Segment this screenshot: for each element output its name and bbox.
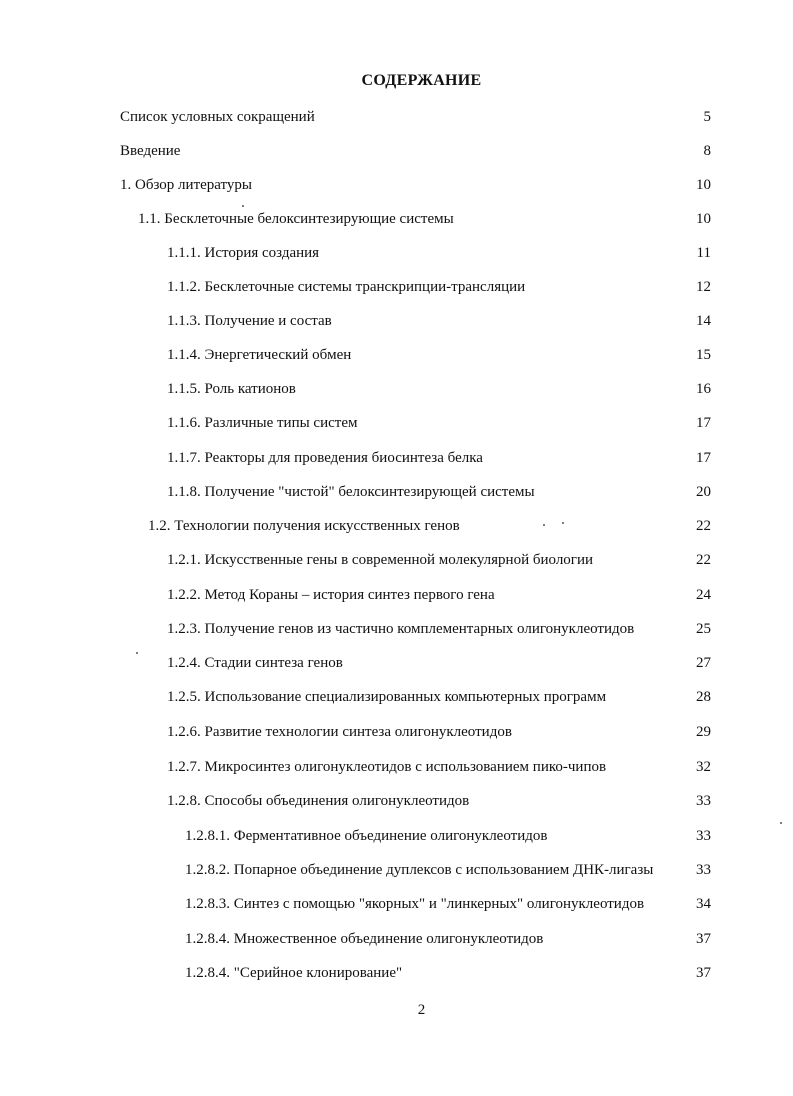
toc-entry <box>0 893 793 915</box>
toc-entry-page: 27 <box>696 655 711 671</box>
toc-entry-page: 22 <box>696 552 711 568</box>
toc-entry-text: Введение <box>120 143 181 159</box>
toc-entry-text: 1.2.3. Получение генов из частично комплементарных олигонуклеотидов <box>167 621 635 637</box>
toc-entry-text: 1. Обзор литературы <box>120 177 252 193</box>
toc-entry-page: 17 <box>696 450 711 466</box>
toc-entry-text: 1.1.4. Энергетический обмен <box>167 347 352 363</box>
toc-entry <box>0 652 793 674</box>
toc-entry-page: 33 <box>696 793 711 809</box>
scan-speck <box>562 522 564 524</box>
toc-entry-text: 1.1. Бесклеточные белоксинтезирующие системы <box>138 211 454 227</box>
toc-entry-text: 1.1.7. Реакторы для проведения биосинтеза белка <box>167 450 483 466</box>
toc-entry-page: 25 <box>696 621 711 637</box>
toc-entry <box>0 549 793 571</box>
toc-entry <box>0 756 793 778</box>
toc-entry-text: 1.2.1. Искусственные гены в современной молекулярной биологии <box>167 552 594 568</box>
toc-entry <box>0 721 793 743</box>
toc-entry-page: 11 <box>696 245 711 261</box>
toc-entry <box>0 686 793 708</box>
toc-entry-page: 20 <box>696 484 711 500</box>
page-number: 2 <box>417 1002 426 1018</box>
toc-entry-page: 10 <box>696 211 711 227</box>
toc-entry <box>0 106 793 128</box>
toc-entry-text: 1.2. Технологии получения искусственных генов <box>148 518 460 534</box>
toc-entry-text: 1.2.5. Использование специализированных компьютерных программ <box>167 689 607 705</box>
toc-entry <box>0 584 793 606</box>
toc-entry-page: 5 <box>703 109 711 125</box>
toc-entry-page: 15 <box>696 347 711 363</box>
toc-entry-text: 1.1.2. Бесклеточные системы транскрипции-трансляции <box>167 279 526 295</box>
toc-entry <box>0 378 793 400</box>
toc-entry-page: 34 <box>696 896 711 912</box>
toc-entry <box>0 242 793 264</box>
scan-speck <box>780 822 782 824</box>
toc-entry-page: 17 <box>696 415 711 431</box>
toc-entry-text: 1.1.5. Роль катионов <box>167 381 296 397</box>
toc-entry <box>0 412 793 434</box>
toc-entry <box>0 515 793 537</box>
toc-entry <box>0 344 793 366</box>
toc-entry <box>0 928 793 950</box>
toc-entry <box>0 618 793 640</box>
toc-entry <box>0 825 793 847</box>
toc-entry-page: 28 <box>696 689 711 705</box>
toc-entry-text: 1.2.8.4. "Серийное клонирование" <box>185 965 403 981</box>
toc-entry-page: 33 <box>696 862 711 878</box>
toc-entry-text: 1.1.8. Получение "чистой" белоксинтезирующей системы <box>167 484 535 500</box>
toc-entry-text: Список условных сокращений <box>120 109 315 125</box>
scan-speck <box>136 652 138 654</box>
toc-entry-page: 22 <box>696 518 711 534</box>
toc-entry-page: 37 <box>696 965 711 981</box>
toc-entry-text: 1.2.6. Развитие технологии синтеза олигонуклеотидов <box>167 724 512 740</box>
toc-entry-text: 1.2.8.1. Ферментативное объединение олигонуклеотидов <box>185 828 548 844</box>
toc-entry-text: 1.2.4. Стадии синтеза генов <box>167 655 343 671</box>
toc-entry-page: 32 <box>696 759 711 775</box>
toc-entry-text: 1.2.8.4. Множественное объединение олигонуклеотидов <box>185 931 544 947</box>
toc-entry-page: 8 <box>703 143 711 159</box>
scan-speck <box>543 524 545 526</box>
toc-entry-text: 1.2.2. Метод Кораны – история синтез первого гена <box>167 587 495 603</box>
toc-entry <box>0 310 793 332</box>
toc-entry-text: 1.2.8.2. Попарное объединение дуплексов с использованием ДНК-лигазы <box>185 862 654 878</box>
toc-entry <box>0 859 793 881</box>
toc-entry-text: 1.2.7. Микросинтез олигонуклеотидов с использованием пико-чипов <box>167 759 607 775</box>
toc-entry-text: 1.2.8. Способы объединения олигонуклеотидов <box>167 793 470 809</box>
toc-entry <box>0 208 793 230</box>
toc-entry <box>0 481 793 503</box>
toc-entry-page: 12 <box>696 279 711 295</box>
toc-entry-page: 33 <box>696 828 711 844</box>
toc-entry <box>0 790 793 812</box>
toc-entry <box>0 174 793 196</box>
toc-entry-page: 37 <box>696 931 711 947</box>
page-title: СОДЕРЖАНИЕ <box>361 72 482 89</box>
toc-entry-text: 1.1.1. История создания <box>167 245 320 261</box>
toc-entry <box>0 140 793 162</box>
toc-entry-page: 16 <box>696 381 711 397</box>
toc-entry-page: 10 <box>696 177 711 193</box>
scan-speck <box>242 205 244 207</box>
toc-entry <box>0 447 793 469</box>
toc-entry-page: 29 <box>696 724 711 740</box>
toc-entry <box>0 962 793 984</box>
toc-entry-page: 14 <box>696 313 711 329</box>
toc-entry-page: 24 <box>696 587 711 603</box>
toc-entry-text: 1.1.3. Получение и состав <box>167 313 332 329</box>
toc-entry-text: 1.1.6. Различные типы систем <box>167 415 358 431</box>
toc-entry <box>0 276 793 298</box>
toc-entry-text: 1.2.8.3. Синтез с помощью "якорных" и "линкерных" олигонуклеотидов <box>185 896 645 912</box>
